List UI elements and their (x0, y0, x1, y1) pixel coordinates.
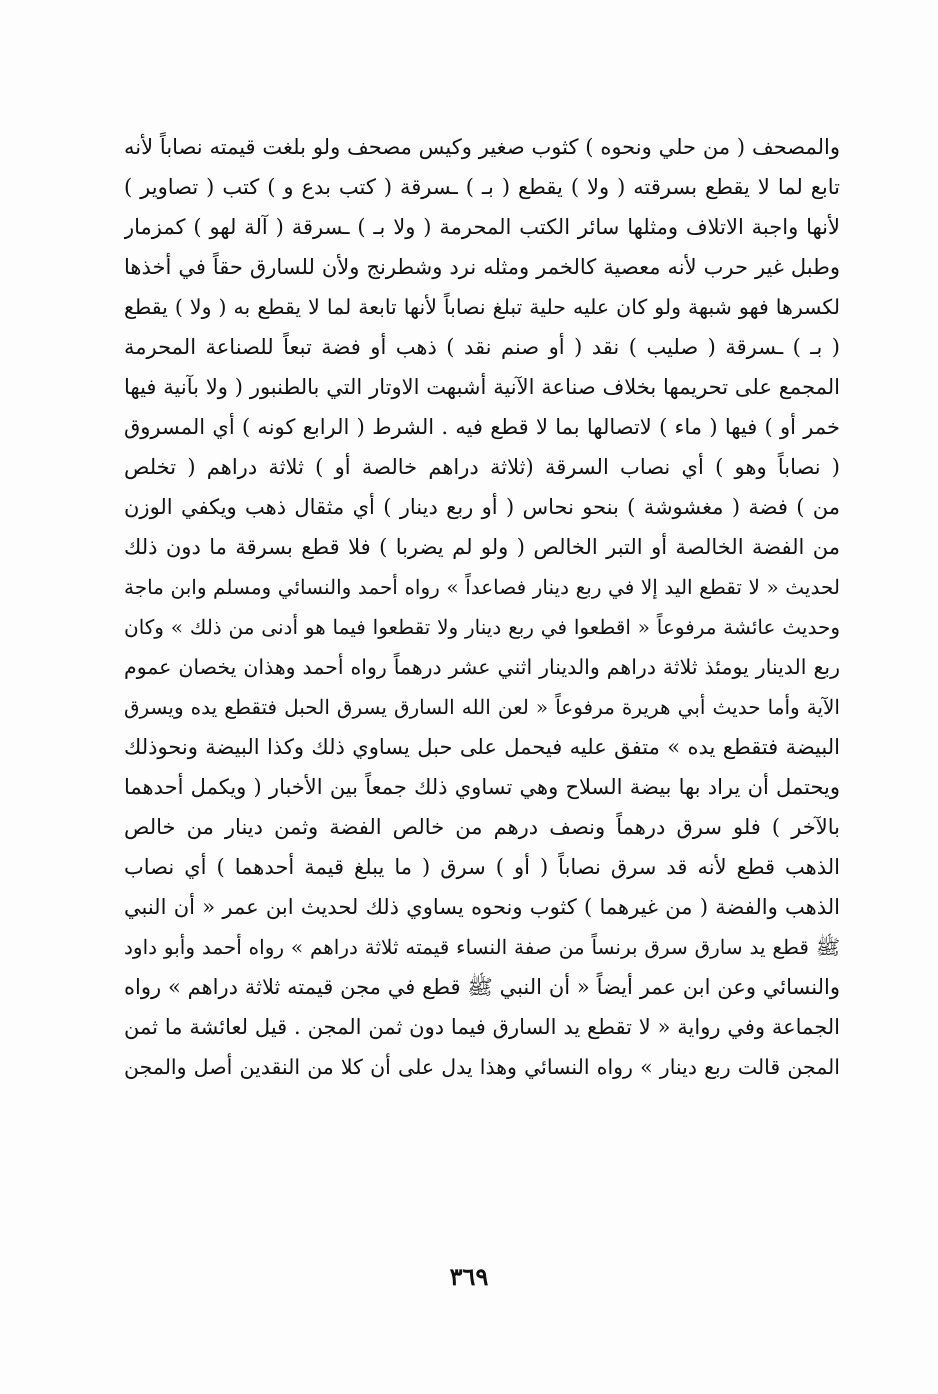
text-line-11: من الفضة الخالصة أو التبر الخالص ( ولو لم يضربا ) فلا قطع بسرقة ما دون ذلك (124, 535, 840, 559)
text-line-7: المجمع على تحريمها بخلاف صناعة الآنية أشبهت الاوتار التي بالطنبور ( ولا بآنية فيها (124, 375, 840, 399)
body-text (124, 127, 840, 1087)
text-line-24: المجن قالت ربع دينار » رواه النسائي وهذا يدل على أن كلا من النقدين أصل والمجن (124, 1055, 840, 1079)
text-line-15: الآية وأما حديث أبي هريرة مرفوعاً « لعن الله السارق يسرق الحبل فتقطع يده ويسرق (124, 695, 840, 719)
text-line-5: لكسرها فهو شبهة ولو كان عليه حلية تبلغ نصاباً لأنها تابعة لما لا يقطع به ( ولا ) يقطع (124, 295, 840, 319)
page-number: ٣٦٩ (449, 1262, 489, 1291)
text-line-10: من ) فضة ( مغشوشة ) بنحو نحاس ( أو ربع دينار ) أي مثقال ذهب ويكفي الوزن (124, 495, 840, 519)
text-line-13: وحديث عائشة مرفوعاً « اقطعوا في ربع دينار ولا تقطعوا فيما هو أدنى من ذلك » وكان (124, 615, 840, 639)
text-line-18: بالآخر ) فلو سرق درهماً ونصف درهم من خالص الفضة وثمن دينار من خالص (124, 815, 840, 839)
text-line-8: خمر أو ) فيها ( ماء ) لاتصالها بما لا قطع فيه . الشرط ( الرابع كونه ) أي المسروق (124, 415, 840, 439)
text-line-2: تابع لما لا يقطع بسرقته ( ولا ) يقطع ( بـ ) ـسرقة ( كتب بدع و ) كتب ( تصاوير ) (124, 175, 840, 199)
text-line-22: والنسائي وعن ابن عمر أيضاً « أن النبي ﷺ قطع في مجن قيمته ثلاثة دراهم » رواه (124, 975, 840, 999)
text-line-1: والمصحف ( من حلي ونحوه ) كثوب صغير وكيس مصحف ولو بلغت قيمته نصاباً لأنه (124, 135, 840, 159)
text-line-14: ربع الدينار يومئذ ثلاثة دراهم والدينار اثني عشر درهماً رواه أحمد وهذان يخصان عموم (124, 655, 840, 679)
text-line-23: الجماعة وفي رواية « لا تقطع يد السارق فيما دون ثمن المجن . قيل لعائشة ما ثمن (124, 1015, 840, 1039)
text-line-4: وطبل غير حرب لأنه معصية كالخمر ومثله نرد وشطرنج ولأن للسارق حقاً في أخذها (124, 255, 840, 279)
text-line-16: البيضة فتقطع يده » متفق عليه فيحمل على حبل يساوي ذلك وكذا البيضة ونحوذلك (124, 735, 840, 759)
text-line-12: لحديث « لا تقطع اليد إلا في ربع دينار فصاعداً » رواه أحمد والنسائي ومسلم وابن ماجة (124, 575, 840, 599)
text-line-20: الذهب والفضة ( من غيرهما ) كثوب ونحوه يساوي ذلك لحديث ابن عمر « أن النبي (124, 895, 840, 919)
text-line-17: ويحتمل أن يراد بها بيضة السلاح وهي تساوي ذلك جمعاً بين الأخبار ( ويكمل أحدهما (124, 775, 840, 799)
text-line-21: ﷺ قطع يد سارق سرق برنساً من صفة النساء قيمته ثلاثة دراهم » رواه أحمد وأبو داود (124, 935, 840, 959)
text-line-6: ( بـ ) ـسرقة ( صليب ) نقد ( أو صنم نقد ) ذهب أو فضة تبعاً للصناعة المحرمة (124, 335, 840, 359)
text-line-9: ( نصاباً وهو ) أي نصاب السرقة (ثلاثة دراهم خالصة أو ) ثلاثة دراهم ( تخلص (124, 455, 840, 479)
text-line-3: لأنها واجبة الاتلاف ومثلها سائر الكتب المحرمة ( ولا بـ ) ـسرقة ( آلة لهو ) كمزمار (124, 215, 840, 239)
text-line-19: الذهب قطع لأنه قد سرق نصاباً ( أو ) سرق ( ما يبلغ قيمة أحدهما ) أي نصاب (124, 855, 840, 879)
